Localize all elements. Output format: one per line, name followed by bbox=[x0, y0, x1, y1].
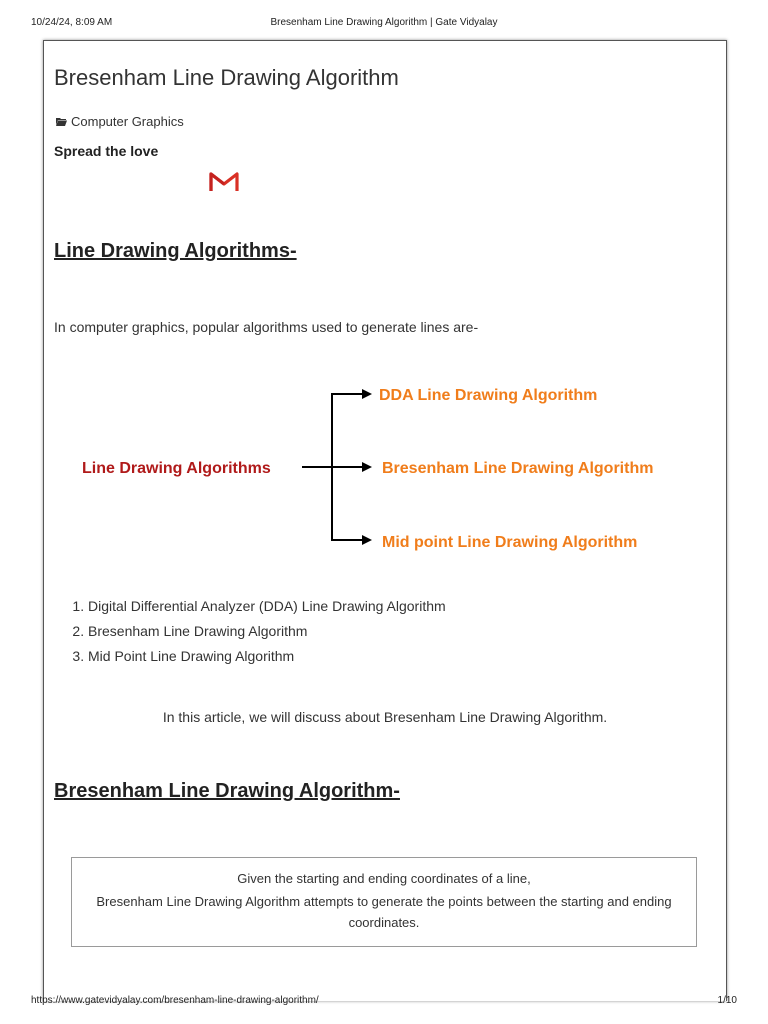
diagram-branch-midpoint: Mid point Line Drawing Algorithm bbox=[382, 534, 638, 551]
list-item: 1. Digital Differential Analyzer (DDA) Line Drawing Algorithm bbox=[88, 594, 446, 619]
list-item: 3. Mid Point Line Drawing Algorithm bbox=[88, 644, 446, 669]
diagram-branch-dda: DDA Line Drawing Algorithm bbox=[379, 387, 598, 404]
gmail-icon[interactable] bbox=[209, 171, 239, 193]
page-title: Bresenham Line Drawing Algorithm bbox=[54, 65, 399, 90]
intro-paragraph: In computer graphics, popular algorithms used to generate lines are- bbox=[54, 319, 479, 335]
definition-line-1: Given the starting and ending coordinates of a line, bbox=[237, 871, 531, 886]
category-label: Computer Graphics bbox=[71, 114, 184, 129]
section-heading-line-drawing: Line Drawing Algorithms- bbox=[54, 240, 297, 262]
print-page-number: 1/10 bbox=[717, 995, 737, 1006]
print-datetime: 10/24/24, 8:09 AM bbox=[31, 17, 113, 28]
algorithms-list bbox=[44, 594, 446, 669]
algorithms-diagram bbox=[44, 371, 724, 551]
folder-icon bbox=[56, 117, 67, 126]
article-note: In this article, we will discuss about Bresenham Line Drawing Algorithm. bbox=[162, 709, 608, 725]
article-container bbox=[43, 40, 727, 1001]
definition-line-2: Bresenham Line Drawing Algorithm attempts to generate the points between the starting and ending coordinates. bbox=[96, 894, 672, 930]
spread-the-love: Spread the love bbox=[54, 143, 159, 159]
print-url: https://www.gatevidyalay.com/bresenham-line-drawing-algorithm/ bbox=[31, 995, 319, 1006]
category-link[interactable] bbox=[56, 114, 184, 129]
definition-box bbox=[71, 857, 697, 947]
diagram-branch-bresenham: Bresenham Line Drawing Algorithm bbox=[382, 460, 654, 477]
print-page-title: Bresenham Line Drawing Algorithm | Gate Vidyalay bbox=[270, 17, 498, 28]
list-item: 2. Bresenham Line Drawing Algorithm bbox=[88, 619, 446, 644]
section-heading-bresenham: Bresenham Line Drawing Algorithm- bbox=[54, 780, 400, 802]
diagram-root-label: Line Drawing Algorithms bbox=[82, 460, 271, 477]
